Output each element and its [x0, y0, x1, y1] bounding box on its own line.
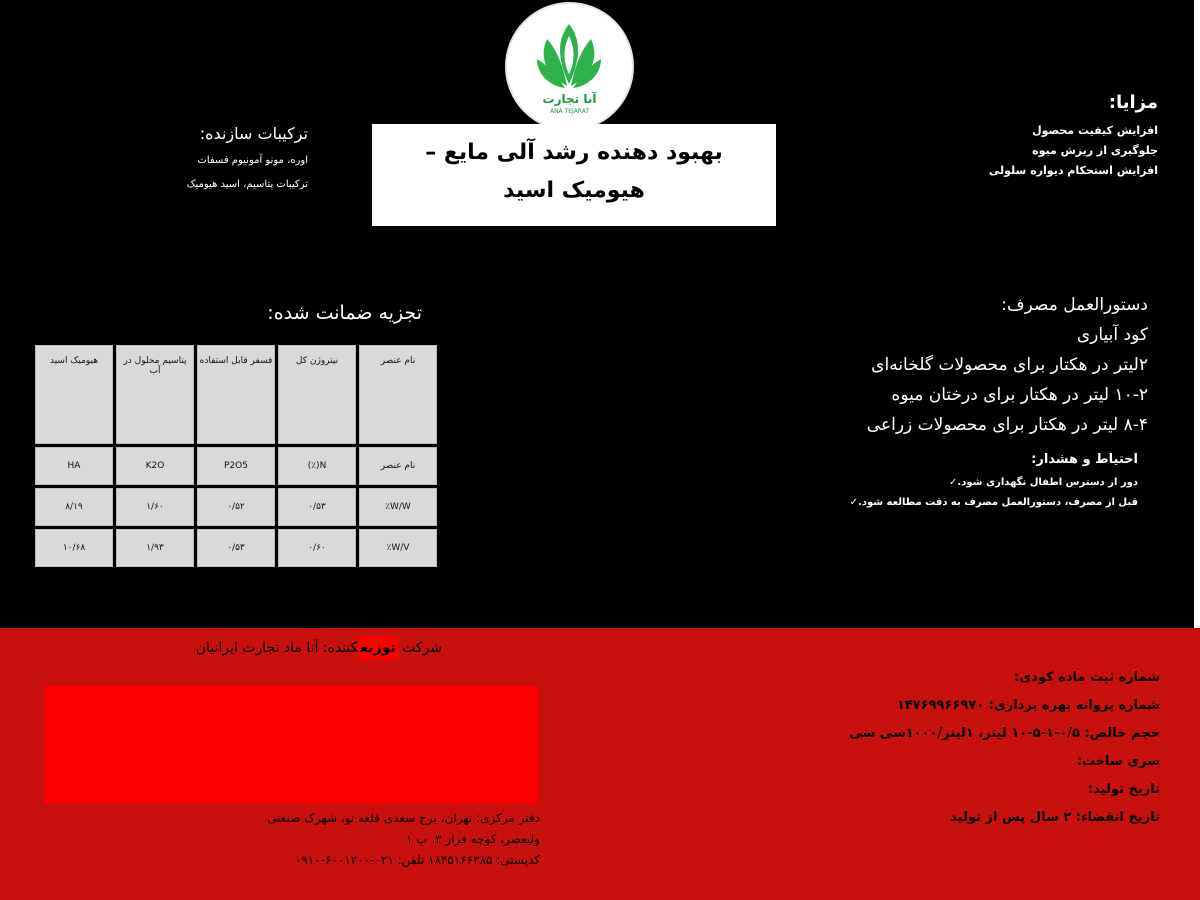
- usage-line: ۸-۴ لیتر در هکتار برای محصولات زراعی: [866, 415, 1148, 435]
- benefit-item: جلوگیری از ریزش میوه: [1032, 144, 1158, 157]
- table-cell: P2O5: [197, 447, 275, 485]
- table-cell: ۰/۵۳: [278, 488, 356, 526]
- logo-subtext: ANA TEJARAT: [549, 108, 590, 115]
- table-header-row: [35, 345, 437, 444]
- table-cell: ۸/۱۹: [35, 488, 113, 526]
- table-cell: W/W٪: [359, 488, 437, 526]
- caution-item: [678, 473, 1138, 493]
- address-block: [40, 808, 540, 871]
- meta-line: تاریخ تولید:: [1088, 782, 1160, 797]
- table-cell: ۱/۹۳: [116, 529, 194, 567]
- distributor-name: کننده: آنا ماد تجارت ایرانیان: [195, 640, 359, 656]
- benefits-heading: مزایا:: [1108, 92, 1158, 113]
- table-cell: ۰/۵۲: [197, 488, 275, 526]
- distributor-line: [22, 640, 442, 656]
- benefit-item: افزایش کیفیت محصول: [1032, 124, 1158, 137]
- composition-item: ترکیبات پتاسیم، اسید هیومیک: [186, 179, 308, 190]
- title-line-2: هیومیک اسید: [503, 178, 645, 203]
- composition-section: [48, 124, 308, 197]
- table-row: [35, 488, 437, 526]
- checkmark-icon: ✓: [949, 477, 958, 488]
- address-line: کدپستی: ۱۸۴۵۱۶۶۳۸۵ تلفن: ۰۲۱-۶۰۰۱۲۰۰-۰۹۱۰: [294, 853, 540, 867]
- caution-text: دور از دسترس اطفال نگهداری شود.: [957, 477, 1138, 488]
- meta-line: حجم خالص: ۰/۵-۱-۵-۱۰ لیتر، ۱لیتر/۱۰۰۰سی سی: [849, 726, 1160, 741]
- benefit-item: افزایش استحکام دیواره سلولی: [988, 164, 1158, 177]
- analysis-heading: تجزیه ضمانت شده:: [267, 302, 422, 324]
- title-line-1: بهبود دهنده رشد آلی مایع –: [425, 140, 723, 165]
- table-cell: ۱/۶۰: [116, 488, 194, 526]
- caution-text: قبل از مصرف، دستورالعمل مصرف به دقت مطالعه شود.: [858, 497, 1138, 508]
- table-header-cell: نیتروژن کل: [278, 345, 356, 444]
- table-cell: ۰/۵۳: [197, 529, 275, 567]
- checkmark-icon: ✓: [849, 497, 859, 508]
- product-title: [372, 124, 776, 226]
- table-header-cell: فسفر قابل استفاده: [197, 345, 275, 444]
- table-cell: N(٪): [278, 447, 356, 485]
- composition-item: اوره، مونو آمونیوم فسفات: [197, 155, 308, 166]
- table-cell: ۱۰/۶۸: [35, 529, 113, 567]
- brand-logo: [505, 2, 634, 131]
- caution-heading: احتیاط و هشدار:: [1031, 452, 1138, 467]
- table-header-cell: نام عنصر: [359, 345, 437, 444]
- benefits-section: [858, 92, 1158, 181]
- table-header-cell: هیومیک اسید: [35, 345, 113, 444]
- usage-line: ۱۰-۲ لیتر در هکتار برای درختان میوه: [891, 385, 1148, 405]
- analysis-table: [32, 342, 440, 570]
- table-cell: K2O: [116, 447, 194, 485]
- usage-line: ۲لیتر در هکتار برای محصولات گلخانه‌ای: [871, 355, 1148, 375]
- caution-section: [678, 452, 1138, 513]
- meta-line: شماره ثبت ماده کودی:: [1014, 670, 1160, 685]
- meta-line: تاریخ انقضاء: ۲ سال پس از تولید: [950, 810, 1160, 825]
- logo-text: آنا تجارت: [542, 92, 597, 106]
- registration-info: [720, 664, 1160, 832]
- composition-heading: ترکیبات سازنده:: [199, 124, 308, 143]
- table-cell: HA: [35, 447, 113, 485]
- table-header-cell: پتاسیم محلول در آب: [116, 345, 194, 444]
- table-row: [35, 529, 437, 567]
- usage-heading: دستورالعمل مصرف:: [1001, 295, 1148, 315]
- meta-line: سری ساخت:: [1076, 754, 1160, 769]
- usage-line: کود آبیاری: [1076, 325, 1148, 345]
- redacted-box: [44, 686, 538, 804]
- address-line: ولیعصر، کوچه فراز ۳، پ ۱: [405, 832, 540, 846]
- table-cell: نام عنصر: [359, 447, 437, 485]
- label-edge: [1194, 0, 1200, 628]
- distributor-prefix: شرکت: [397, 640, 442, 656]
- table-cell: ۰/۶۰: [278, 529, 356, 567]
- distributor-highlight: توزیع: [358, 636, 397, 660]
- meta-line: شماره پروانه بهره برداری: ۱۴۷۶۹۹۶۶۹۷۰: [896, 698, 1160, 713]
- caution-item: [678, 493, 1138, 513]
- address-line: دفتر مرکزی: تهران، برج سعدی قلعه نو، شهرک صنعتی: [267, 811, 540, 825]
- table-row: [35, 447, 437, 485]
- usage-instructions: [688, 290, 1148, 440]
- table-cell: W/V٪: [359, 529, 437, 567]
